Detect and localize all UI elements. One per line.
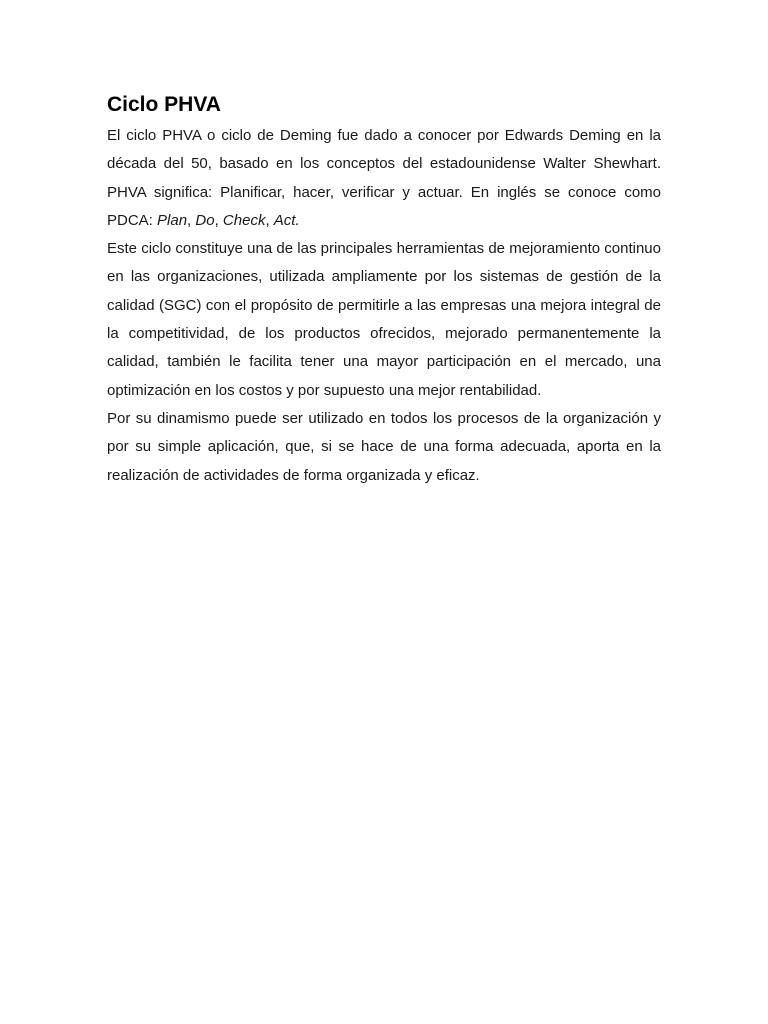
pdca-separator: , — [187, 211, 196, 229]
paragraph-intro-text: El ciclo PHVA o ciclo de Deming fue dado a conocer por Edwards Deming en la década del 50, basado en los conceptos del estadounidense Walter Shewhart. PHVA significa: Planificar, hacer, verificar y actuar. En inglés se conoce como PDCA: — [107, 127, 661, 229]
paragraph-intro — [107, 122, 661, 235]
pdca-term-act: Act. — [273, 211, 300, 229]
paragraph-tool-description: Este ciclo constituye una de las principales herramientas de mejoramiento continuo en las organizaciones, utilizada ampliamente por los sistemas de gestión de la calidad (SGC) con el propósito de permitirle a las empresas una mejora integral de la competitividad, de los productos ofrecidos, mejorado permanentemente la calidad, también le facilita tener una mayor participación en el mercado, una optimización en los costos y por supuesto una mejor rentabilidad. — [107, 240, 661, 399]
document-body — [107, 88, 661, 490]
pdca-separator: , — [214, 211, 223, 229]
document-title: Ciclo PHVA — [107, 93, 221, 116]
pdca-separator: , — [265, 211, 274, 229]
pdca-term-do: Do — [195, 211, 215, 229]
pdca-term-check: Check — [222, 211, 266, 229]
pdca-term-plan: Plan — [157, 211, 188, 229]
paragraph-dynamism: Por su dinamismo puede ser utilizado en todos los procesos de la organización y por su simple aplicación, que, si se hace de una forma adecuada, aporta en la realización de actividades de forma organizada y eficaz. — [107, 409, 661, 484]
